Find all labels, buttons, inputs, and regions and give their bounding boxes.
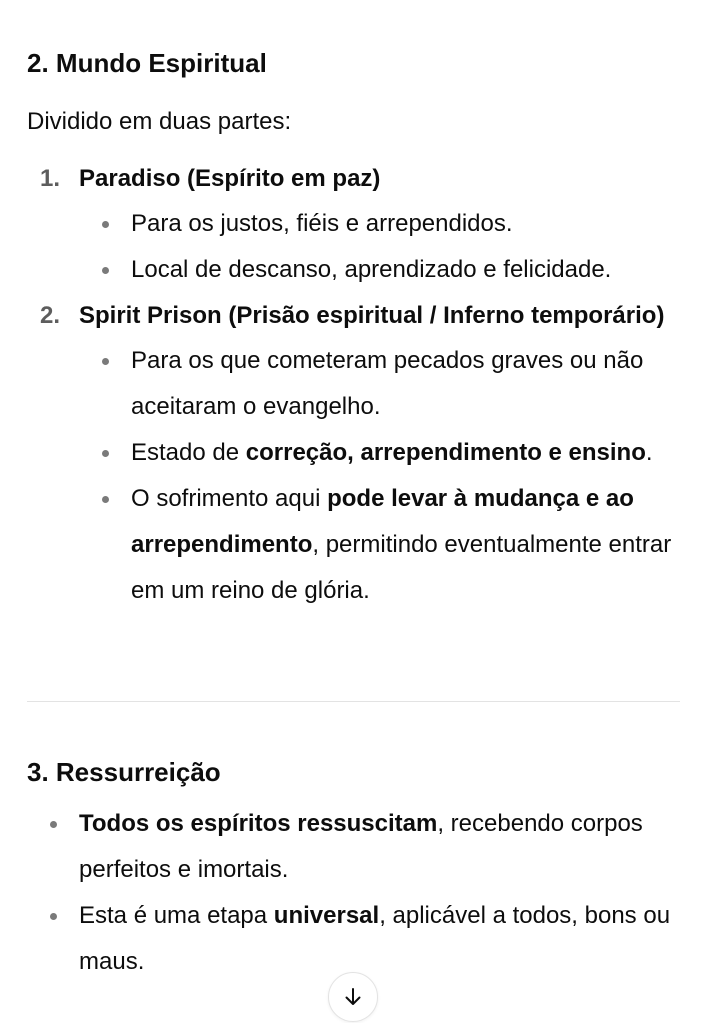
bullet-dot-icon [102, 450, 109, 457]
arrow-down-icon [341, 985, 365, 1009]
section-heading-mundo-espiritual: 2. Mundo Espiritual [27, 48, 267, 78]
section-heading-ressurreicao: 3. Ressurreição [27, 757, 221, 787]
bullet-item [79, 801, 679, 893]
numbered-item-paradiso [40, 156, 680, 293]
text-span: , aplicável a todos, bons ou maus. [79, 902, 671, 975]
bullet-item [131, 476, 680, 614]
section-divider [27, 701, 680, 702]
bold-text: pode levar à mudança e ao arrependimento [131, 485, 634, 558]
bullet-dot-icon [50, 821, 57, 828]
bold-text: Todos os espíritos ressuscitam [79, 810, 438, 837]
text-span: O sofrimento aqui [131, 485, 328, 512]
text-span: Estado de [131, 439, 246, 466]
text-span: Local de descanso, aprendizado e felicidade. [131, 256, 612, 283]
sub-bullet-list [79, 338, 680, 614]
bold-text: universal [273, 902, 380, 929]
item-title: Spirit Prison (Prisão espiritual / Inferno temporário) [79, 302, 665, 329]
bullet-item [131, 247, 680, 293]
list-number: 1. [40, 165, 61, 192]
scroll-to-bottom-button[interactable] [328, 972, 378, 1022]
bullet-dot-icon [102, 221, 109, 228]
text-span: Para os que cometeram pecados graves ou não aceitaram o evangelho. [131, 347, 644, 420]
bullet-item [131, 201, 680, 247]
bullet-item [131, 430, 680, 476]
bullet-dot-icon [102, 358, 109, 365]
text-span: . [645, 439, 653, 466]
numbered-list [40, 156, 680, 614]
bullet-list [79, 801, 679, 985]
numbered-item-spirit-prison [40, 293, 680, 614]
bullet-dot-icon [50, 913, 57, 920]
item-title: Paradiso (Espírito em paz) [79, 165, 381, 192]
text-span: Esta é uma etapa [79, 902, 274, 929]
bullet-dot-icon [102, 267, 109, 274]
section-intro-text: Dividido em duas partes: [27, 108, 292, 135]
bullet-dot-icon [102, 496, 109, 503]
text-span: , permitindo eventualmente entrar em um reino de glória. [131, 531, 672, 604]
list-number: 2. [40, 302, 61, 329]
text-span: , recebendo corpos perfeitos e imortais. [79, 810, 643, 883]
bullet-item [79, 893, 679, 985]
text-span: Para os justos, fiéis e arrependidos. [131, 210, 513, 237]
bold-text: correção, arrependimento e ensino [245, 439, 646, 466]
bullet-item [131, 338, 680, 430]
sub-bullet-list [79, 201, 680, 293]
